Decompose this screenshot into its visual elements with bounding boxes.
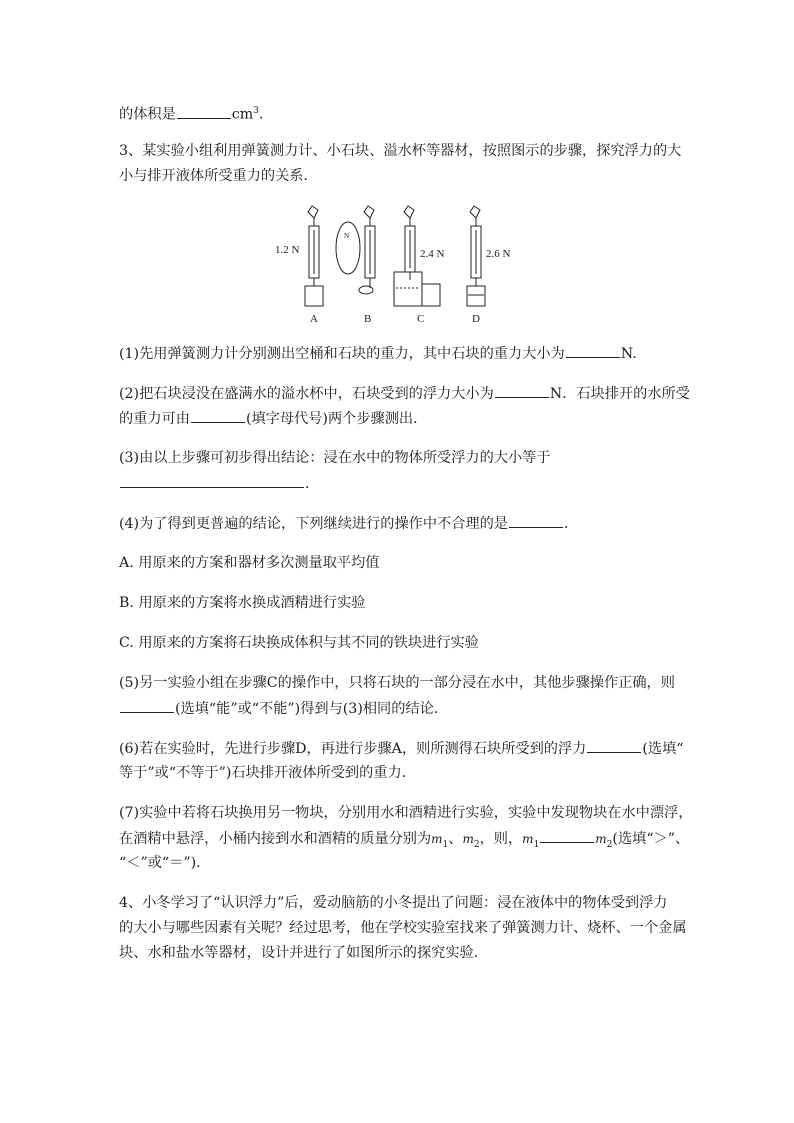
option-a: A. 用原来的方案和器材多次测量取平均值 — [119, 555, 380, 571]
text: ． — [305, 476, 320, 492]
text: (选填“ — [642, 741, 684, 757]
answer-blank[interactable] — [540, 828, 594, 843]
text: (2)把石块浸没在盛满水的溢水杯中，石块受到的浮力大小为 — [119, 386, 494, 402]
reading-a: 1.2 N — [275, 244, 300, 256]
unit: cm — [231, 106, 254, 123]
subscript: 2 — [473, 839, 480, 850]
text: N．石块排开的水所受 — [549, 386, 690, 402]
answer-blank[interactable] — [509, 513, 563, 528]
label-b: B — [364, 313, 372, 325]
text: 、 — [448, 831, 463, 847]
part-7-cont2: “＜”或“＝”)． — [119, 855, 211, 871]
reading-c: 2.4 N — [420, 248, 445, 260]
subscript: 1 — [442, 839, 449, 850]
text: 在酒精中悬浮，小桶内接到水和酒精的质量分别为 — [119, 831, 432, 847]
text: (选填“＞”、 — [612, 831, 690, 847]
answer-blank[interactable] — [495, 383, 549, 398]
text: (填字母代号)两个步骤测出． — [245, 411, 428, 427]
answer-blank[interactable] — [120, 473, 304, 488]
spring-scale-figure — [270, 200, 530, 325]
part-5: (5)另一实验小组在步骤C的操作中，只将石块的一部分浸在水中，其他步骤操作正确，则 — [119, 675, 675, 691]
part-6 — [119, 738, 684, 759]
part-1 — [119, 343, 637, 364]
answer-blank[interactable] — [191, 408, 245, 423]
question-4-stem: 4、小冬学习了“认识浮力”后，爱动脑筋的小冬提出了问题：浸在液体中的物体受到浮力 — [119, 895, 668, 911]
question-4-stem-cont2: 块、水和盐水等器材，设计并进行了如图所示的探究实验． — [119, 945, 488, 961]
label-d: D — [472, 313, 480, 325]
part-2 — [119, 383, 690, 404]
answer-blank[interactable] — [587, 738, 641, 753]
var-m: m — [431, 832, 443, 846]
answer-blank[interactable] — [566, 343, 620, 358]
text: (1)先用弹簧测力计分别测出空桶和石块的重力，其中石块的重力大小为 — [119, 346, 565, 362]
text-line — [119, 101, 263, 125]
part-7: (7)实验中若将石块换用另一物块，分别用水和酒精进行实验，实验中发现物块在水中漂浮， — [119, 805, 693, 821]
experiment-diagram — [270, 200, 530, 325]
text: 的体积是 — [119, 106, 176, 123]
part-2-cont — [119, 408, 427, 429]
var-m: m — [595, 832, 607, 846]
text: . — [258, 106, 264, 123]
label-c: C — [417, 313, 425, 325]
question-4-stem-cont: 的大小与哪些因素有关呢？经过思考，他在学校实验室找来了弹簧测力计、烧杯、一个金属 — [119, 920, 687, 936]
subscript: 1 — [533, 839, 540, 850]
text: (选填“能”或“不能”)得到与(3)相同的结论． — [175, 701, 448, 717]
var-m: m — [522, 832, 534, 846]
option-b: B. 用原来的方案将水换成酒精进行实验 — [119, 595, 366, 611]
part-5-cont — [119, 698, 448, 719]
text: ，则， — [479, 831, 523, 847]
text: ． — [563, 516, 579, 532]
part-6-cont: 等于”或“不等于”)石块排开液体所受到的重力． — [119, 765, 416, 781]
part-4 — [119, 513, 578, 534]
option-c: C. 用原来的方案将石块换成体积与其不同的铁块进行实验 — [119, 635, 479, 651]
question-3-stem-cont: 小与排开液体所受重力的关系． — [119, 168, 318, 184]
answer-blank[interactable] — [177, 104, 231, 119]
label-a: A — [310, 313, 318, 325]
question-3-stem: 3、某实验小组利用弹簧测力计、小石块、溢水杯等器材，按照图示的步骤，探究浮力的大 — [119, 143, 682, 159]
answer-blank[interactable] — [120, 698, 174, 713]
superscript: 3 — [253, 106, 259, 116]
part-3: (3)由以上步骤可初步得出结论：浸在水中的物体所受浮力的大小等于 — [119, 450, 551, 466]
var-m: m — [462, 832, 474, 846]
subscript: 2 — [606, 839, 613, 850]
scale-unit: N — [344, 232, 350, 240]
reading-d: 2.6 N — [486, 248, 511, 260]
text: N. — [620, 346, 637, 362]
text: (4)为了得到更普遍的结论，下列继续进行的操作中不合理的是 — [119, 516, 508, 532]
text: 的重力可由 — [119, 411, 190, 427]
text: (6)若在实验时，先进行步骤D，再进行步骤A，则所测得石块所受到的浮力 — [119, 741, 587, 757]
part-3-cont — [119, 473, 319, 494]
part-7-cont — [119, 828, 689, 855]
